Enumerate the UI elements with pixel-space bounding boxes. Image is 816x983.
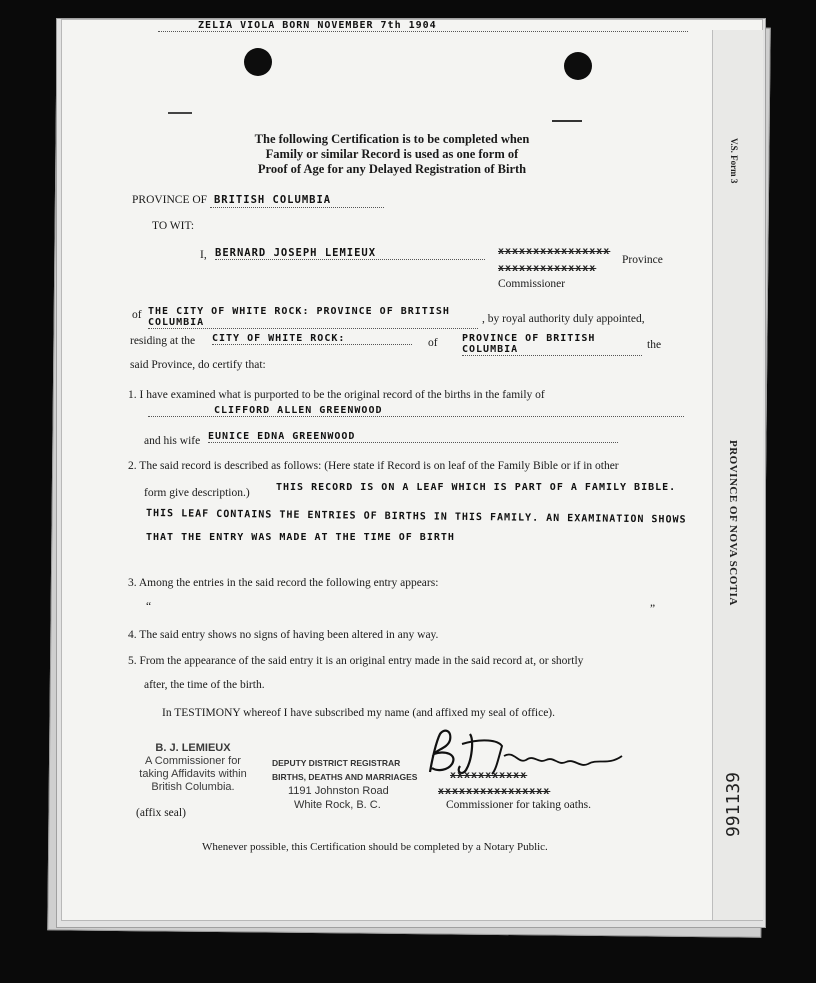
- paper-mark: [552, 120, 582, 122]
- entry-value: ZELIA VIOLA BORN NOVEMBER 7th 1904: [158, 20, 688, 32]
- residing-province-value: PROVINCE OF BRITISH COLUMBIA: [462, 333, 642, 356]
- item-2-line-2: form give description.): [144, 487, 250, 499]
- commissioner-word: Commissioner: [498, 278, 566, 290]
- header-line-3: Proof of Age for any Delayed Registration of Birth: [257, 162, 527, 176]
- royal-authority: , by royal authority duly appointed,: [482, 313, 645, 325]
- stamp-line-3: taking Affidavits within: [139, 768, 247, 780]
- punch-hole-right: [564, 52, 592, 80]
- header-line-1: The following Certification is to be completed when: [254, 132, 530, 146]
- province-label: PROVINCE OF: [132, 194, 208, 206]
- name-value: BERNARD JOSEPH LEMIEUX: [215, 247, 485, 260]
- crossed-justice: xxxxxxxxxxxxxxxx: [438, 786, 551, 797]
- stamp-name: B. J. LEMIEUX: [155, 742, 231, 754]
- punch-hole-left: [244, 48, 272, 76]
- description-line-2: THIS LEAF CONTAINS THE ENTRIES OF BIRTHS IN THIS FAMILY. AN EXAMINATION SHOWS: [145, 508, 687, 526]
- province-row: [132, 193, 384, 208]
- crossed-out-text-2: xxxxxxxxxxxxxx: [498, 263, 597, 274]
- crossed-notary: xxxxxxxxxxx: [450, 770, 528, 781]
- testimony: In TESTIMONY whereof I have subscribed my name (and affixed my seal of office).: [162, 707, 556, 719]
- item-5-line-1: 5. From the appearance of the said entry it is an original entry made in the said record at, or shortly: [128, 655, 584, 667]
- province-word: Province: [622, 254, 663, 266]
- side-province-label: PROVINCE OF NOVA SCOTIA: [727, 440, 739, 606]
- wife-value: EUNICE EDNA GREENWOOD: [208, 431, 618, 443]
- said-province: said Province, do certify that:: [130, 359, 266, 371]
- residing-the: the: [647, 339, 662, 351]
- of-value: THE CITY OF WHITE ROCK: PROVINCE OF BRITISH COLUMBIA: [148, 306, 478, 329]
- registrar-line-4: White Rock, B. C.: [294, 799, 381, 811]
- close-quote: ”: [650, 603, 656, 615]
- form-number: V.S. Form 3: [729, 138, 739, 184]
- registrar-line-1: DEPUTY DISTRICT REGISTRAR: [272, 758, 401, 768]
- of-label: of: [132, 309, 142, 321]
- item-3-text: 3. Among the entries in the said record the following entry appears:: [128, 577, 439, 589]
- description-line-3: THAT THE ENTRY WAS MADE AT THE TIME OF BIRTH: [146, 532, 455, 543]
- affix-seal: (affix seal): [136, 807, 186, 819]
- paper-mark-2: [168, 112, 192, 114]
- item-2-line-1: 2. The said record is described as follows: (Here state if Record is on leaf of the Family Bible or if in other: [128, 460, 619, 472]
- registrar-line-2: BIRTHS, DEATHS AND MARRIAGES: [272, 772, 418, 782]
- description-line-1: THIS RECORD IS ON A LEAF WHICH IS PART OF A FAMILY BIBLE.: [276, 482, 677, 493]
- item-4-text: 4. The said entry shows no signs of having been altered in any way.: [128, 629, 439, 641]
- registrar-stamp: [272, 756, 417, 812]
- commissioner-oaths: Commissioner for taking oaths.: [446, 799, 592, 811]
- family-name-value: CLIFFORD ALLEN GREENWOOD: [148, 405, 684, 417]
- open-quote: “: [146, 601, 152, 613]
- to-wit: TO WIT:: [152, 220, 195, 232]
- residing-of: of: [428, 337, 438, 349]
- item-1-text: 1. I have examined what is purported to be the original record of the births in the family of: [128, 389, 545, 401]
- commissioner-stamp: [118, 742, 268, 794]
- province-value: BRITISH COLUMBIA: [210, 193, 384, 208]
- form-header: [212, 132, 572, 177]
- footer-note: Whenever possible, this Certification should be completed by a Notary Public.: [202, 841, 548, 853]
- certificate-page: [62, 20, 762, 920]
- side-strip: [712, 30, 763, 920]
- residing-value: CITY OF WHITE ROCK:: [212, 333, 412, 345]
- stamp-line-4: British Columbia.: [151, 781, 235, 793]
- handwritten-number: 991139: [723, 772, 744, 838]
- item-5-line-2: after, the time of the birth.: [144, 679, 265, 691]
- header-line-2: Family or similar Record is used as one form of: [265, 147, 519, 161]
- wife-label: and his wife: [144, 435, 201, 447]
- i-label: I,: [200, 249, 207, 261]
- stamp-line-2: A Commissioner for: [145, 755, 241, 767]
- residing-label: residing at the: [130, 335, 196, 347]
- crossed-out-text: xxxxxxxxxxxxxxxx: [498, 246, 611, 257]
- registrar-line-3: 1191 Johnston Road: [288, 785, 389, 797]
